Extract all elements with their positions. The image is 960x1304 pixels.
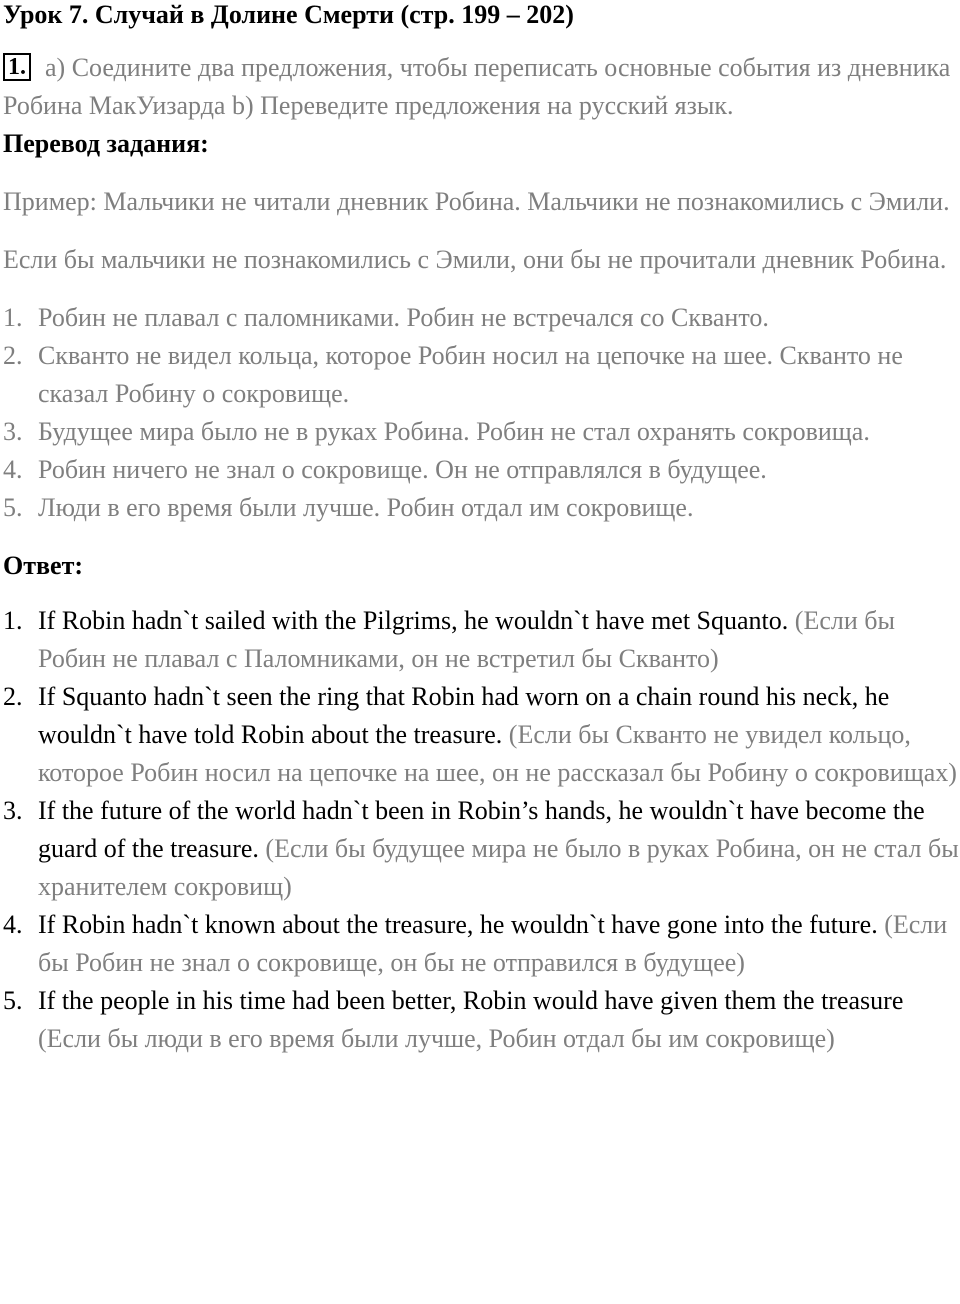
answer-english: If Robin hadn`t sailed with the Pilgrims, he wouldn`t have met Squanto. — [38, 606, 789, 635]
answer-list-item — [3, 906, 960, 982]
task-item-text: Люди в его время были лучше. Робин отдал им сокровище. — [38, 493, 694, 522]
answer-list-item — [3, 792, 960, 906]
list-number: 1. — [3, 303, 23, 332]
answer-russian: (Если бы Робин не плавал с Паломниками, он не встретил бы Скванто) — [38, 606, 895, 673]
answer-english: If the future of the world hadn`t been in Robin’s hands, he wouldn`t have become the guard of the treasure. — [38, 796, 925, 863]
answer-list-item — [3, 982, 960, 1058]
list-number: 3. — [3, 796, 23, 825]
list-number: 3. — [3, 417, 23, 446]
list-number: 5. — [3, 986, 23, 1015]
answer-english: If Squanto hadn`t seen the ring that Robin had worn on a chain round his neck, he wouldn`t have told Robin about the treasure. — [38, 682, 890, 749]
task-list — [3, 299, 960, 527]
answer-russian: (Если бы будущее мира не было в руках Робина, он не стал бы хранителем сокровищ) — [38, 834, 959, 901]
lesson-title: Урок 7. Случай в Долине Смерти (стр. 199 – 202) — [3, 0, 574, 29]
task-number-box: 1. — [3, 53, 31, 81]
answer-heading: Ответ: — [3, 551, 84, 580]
answer-english: If the people in his time had been better, Robin would have given them the treasure — [38, 986, 904, 1015]
translation-heading: Перевод задания: — [3, 129, 209, 158]
list-number: 2. — [3, 341, 23, 370]
list-number: 1. — [3, 606, 23, 635]
list-number: 4. — [3, 455, 23, 484]
answer-russian: (Если бы Скванто не увидел кольцо, которое Робин носил на цепочке на шее, он не рассказал бы Робину о сокровищах) — [38, 720, 957, 787]
answer-russian: (Если бы Робин не знал о сокровище, он бы не отправился в будущее) — [38, 910, 948, 977]
task-list-item — [3, 337, 960, 413]
answer-list — [3, 602, 960, 1058]
task-text: a) Соедините два предложения, чтобы переписать основные события из дневника Робина МакУизарда b) Переведите предложения на русский язык. — [3, 53, 951, 120]
task-list-item — [3, 451, 960, 489]
list-number: 5. — [3, 493, 23, 522]
task-instruction — [3, 49, 960, 125]
task-list-item — [3, 299, 960, 337]
answer-russian: (Если бы люди в его время были лучше, Робин отдал бы им сокровище) — [38, 1024, 835, 1053]
task-list-item — [3, 489, 960, 527]
answer-english: If Robin hadn`t known about the treasure, he wouldn`t have gone into the future. — [38, 910, 878, 939]
example-sentence-1: Пример: Мальчики не читали дневник Робина. Мальчики не познакомились с Эмили. — [3, 187, 950, 216]
task-item-text: Скванто не видел кольца, которое Робин носил на цепочке на шее. Скванто не сказал Робину о сокровище. — [38, 341, 903, 408]
list-number: 4. — [3, 910, 23, 939]
example-sentence-2: Если бы мальчики не познакомились с Эмили, они бы не прочитали дневник Робина. — [3, 245, 947, 274]
answer-list-item — [3, 678, 960, 792]
task-item-text: Робин не плавал с паломниками. Робин не встречался со Скванто. — [38, 303, 769, 332]
task-item-text: Будущее мира было не в руках Робина. Робин не стал охранять сокровища. — [38, 417, 870, 446]
task-list-item — [3, 413, 960, 451]
answer-list-item — [3, 602, 960, 678]
list-number: 2. — [3, 682, 23, 711]
task-item-text: Робин ничего не знал о сокровище. Он не отправлялся в будущее. — [38, 455, 767, 484]
